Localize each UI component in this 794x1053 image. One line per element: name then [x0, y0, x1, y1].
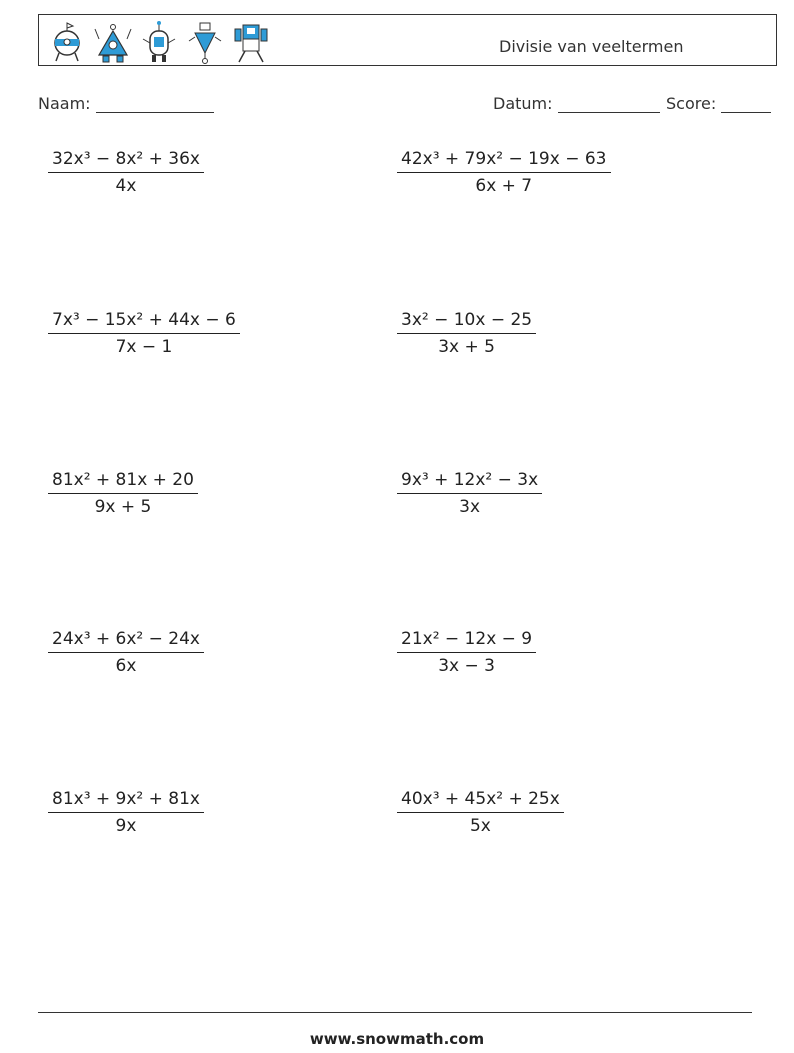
footer-url[interactable]: www.snowmath.com [309, 1030, 485, 1048]
score-label: Score: [666, 94, 717, 113]
denominator: 7x − 1 [115, 337, 173, 357]
denominator: 4x [115, 176, 137, 196]
problem-6 [397, 469, 542, 518]
numerator: 24x³ + 6x² − 24x [48, 628, 204, 653]
date-label: Datum: [493, 94, 553, 113]
robot-icon [185, 19, 225, 65]
robot-icon [47, 19, 87, 65]
numerator: 40x³ + 45x² + 25x [397, 788, 564, 813]
denominator: 9x + 5 [94, 497, 152, 517]
denominator: 3x − 3 [438, 656, 495, 676]
problem-5 [48, 469, 198, 518]
numerator: 9x³ + 12x² − 3x [397, 469, 542, 494]
problem-9 [48, 788, 204, 837]
problem-7 [48, 628, 204, 677]
numerator: 7x³ − 15x² + 44x − 6 [48, 309, 240, 334]
denominator: 3x [459, 497, 481, 517]
numerator: 32x³ − 8x² + 36x [48, 148, 204, 173]
worksheet-header [38, 14, 777, 66]
numerator: 21x² − 12x − 9 [397, 628, 536, 653]
numerator: 81x² + 81x + 20 [48, 469, 198, 494]
denominator: 9x [115, 816, 137, 836]
date-field [493, 94, 660, 113]
robot-icon [93, 19, 133, 65]
problem-4 [397, 309, 536, 358]
denominator: 3x + 5 [438, 337, 495, 357]
date-blank [558, 95, 660, 113]
denominator: 6x [115, 656, 137, 676]
worksheet-title: Divisie van veeltermen [499, 37, 684, 56]
problem-10 [397, 788, 564, 837]
problem-1 [48, 148, 204, 197]
robot-icon [231, 19, 271, 65]
problem-2 [397, 148, 611, 197]
name-label: Naam: [38, 94, 91, 113]
name-field [38, 94, 214, 113]
robot-icon [139, 19, 179, 65]
denominator: 5x [469, 816, 491, 836]
footer-divider [38, 1012, 752, 1013]
problem-8 [397, 628, 536, 677]
score-field [666, 94, 771, 113]
robot-icons [47, 19, 271, 65]
score-blank [721, 95, 771, 113]
numerator: 3x² − 10x − 25 [397, 309, 536, 334]
numerator: 81x³ + 9x² + 81x [48, 788, 204, 813]
denominator: 6x + 7 [475, 176, 533, 196]
numerator: 42x³ + 79x² − 19x − 63 [397, 148, 611, 173]
name-blank [96, 95, 214, 113]
problem-3 [48, 309, 240, 358]
